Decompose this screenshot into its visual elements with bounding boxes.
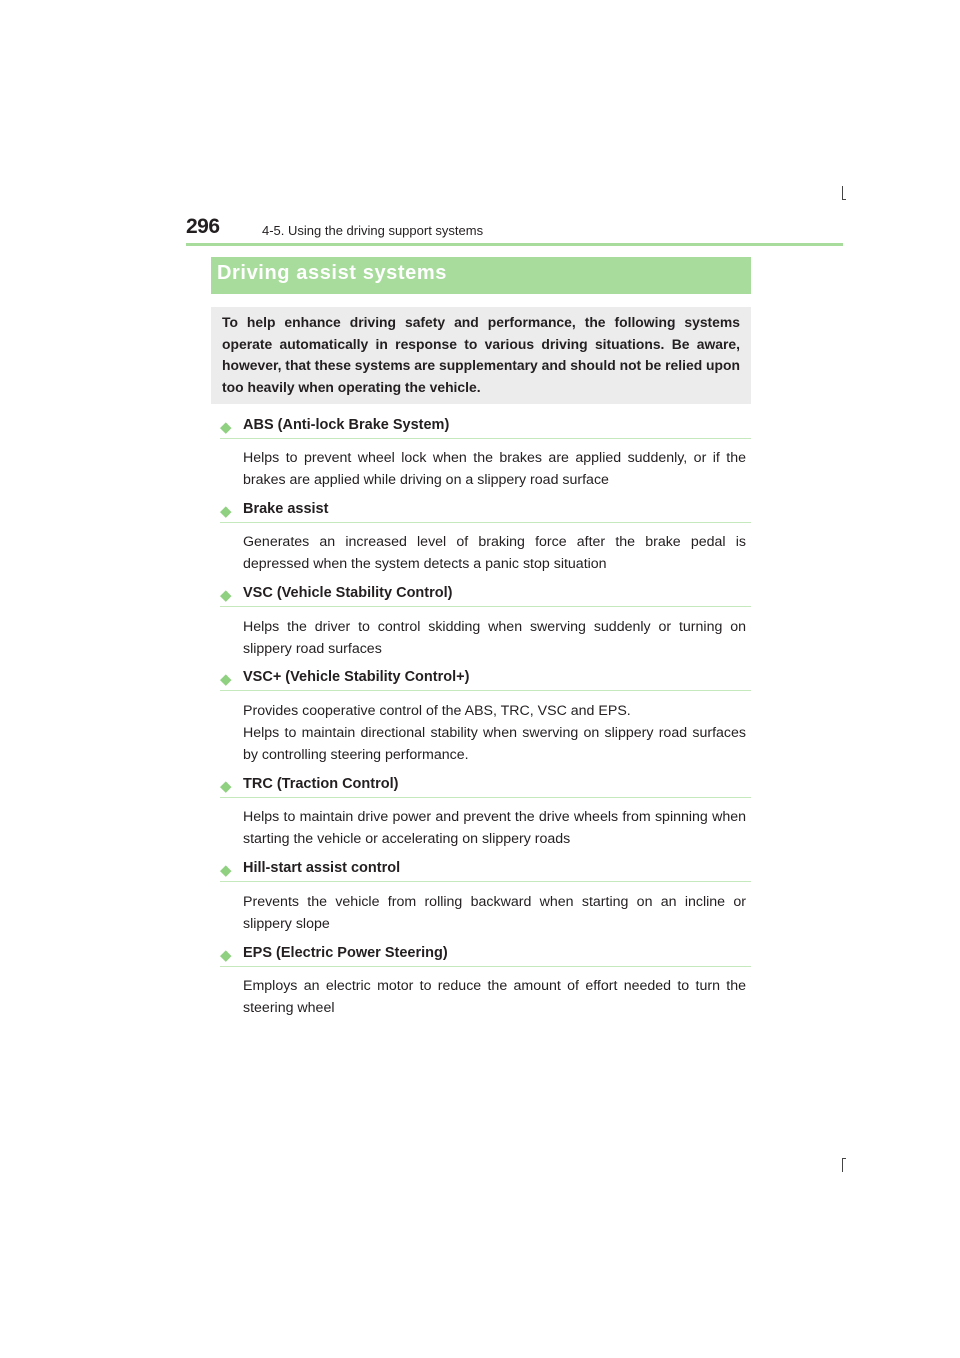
item-title: ABS (Anti-lock Brake System)	[243, 417, 450, 433]
diamond-bullet-icon: ◆	[220, 862, 232, 879]
diamond-bullet-icon: ◆	[220, 671, 232, 688]
diamond-bullet-icon: ◆	[220, 778, 232, 795]
description-line: Helps to maintain directional stability when swerving on slippery road surfaces by controlling steering performance.	[243, 725, 746, 763]
description-line: Prevents the vehicle from rolling backward when starting on an incline or slippery slope	[243, 894, 746, 932]
description-line: Generates an increased level of braking force after the brake pedal is depressed when the system detects a panic stop situation	[243, 534, 746, 572]
banner	[211, 257, 751, 294]
crop-mark-bottom	[842, 1158, 843, 1172]
banner-title: Driving assist systems	[217, 262, 447, 284]
item-title: VSC+ (Vehicle Stability Control+)	[243, 669, 470, 685]
page-number: 296	[186, 215, 220, 238]
item-title: VSC (Vehicle Stability Control)	[243, 585, 453, 601]
crop-mark-top-foot	[842, 199, 846, 200]
item-title: EPS (Electric Power Steering)	[243, 945, 448, 961]
description-line: Helps to prevent wheel lock when the brakes are applied suddenly, or if the brakes are applied while driving on a slippery road surface	[243, 450, 746, 488]
description-line: Provides cooperative control of the ABS, TRC, VSC and EPS.	[243, 703, 631, 719]
description-line: Employs an electric motor to reduce the amount of effort needed to turn the steering wheel	[243, 978, 746, 1016]
item-heading	[220, 668, 751, 691]
item-description	[243, 891, 746, 935]
item-title: Brake assist	[243, 501, 329, 517]
item-heading	[220, 416, 751, 439]
item-description	[243, 616, 746, 660]
item-heading	[220, 775, 751, 798]
diamond-bullet-icon: ◆	[220, 587, 232, 604]
item-description	[243, 447, 746, 491]
item-heading	[220, 500, 751, 523]
diamond-bullet-icon: ◆	[220, 503, 232, 520]
item-title: Hill-start assist control	[243, 860, 401, 876]
diamond-bullet-icon: ◆	[220, 947, 232, 964]
crop-mark-top	[842, 186, 843, 200]
intro-box: To help enhance driving safety and performance, the following systems operate automatically in response to various driving situations. Be aware, however, that these systems are supplementary and should not be relied upon too heavily when operating the vehicle.	[211, 307, 751, 404]
description-line: Helps the driver to control skidding when swerving suddenly or turning on slippery road surfaces	[243, 619, 746, 657]
diamond-bullet-icon: ◆	[220, 419, 232, 436]
crop-mark-bottom-foot	[842, 1158, 846, 1159]
description-line: Helps to maintain drive power and prevent the drive wheels from spinning when starting the vehicle or accelerating on slippery roads	[243, 809, 746, 847]
header-rule	[186, 243, 843, 246]
item-heading	[220, 584, 751, 607]
item-heading	[220, 859, 751, 882]
item-description	[243, 700, 746, 766]
item-title: TRC (Traction Control)	[243, 776, 399, 792]
item-description	[243, 975, 746, 1019]
section-title: 4-5. Using the driving support systems	[262, 223, 484, 238]
item-description	[243, 531, 746, 575]
item-description	[243, 806, 746, 850]
item-heading	[220, 944, 751, 967]
